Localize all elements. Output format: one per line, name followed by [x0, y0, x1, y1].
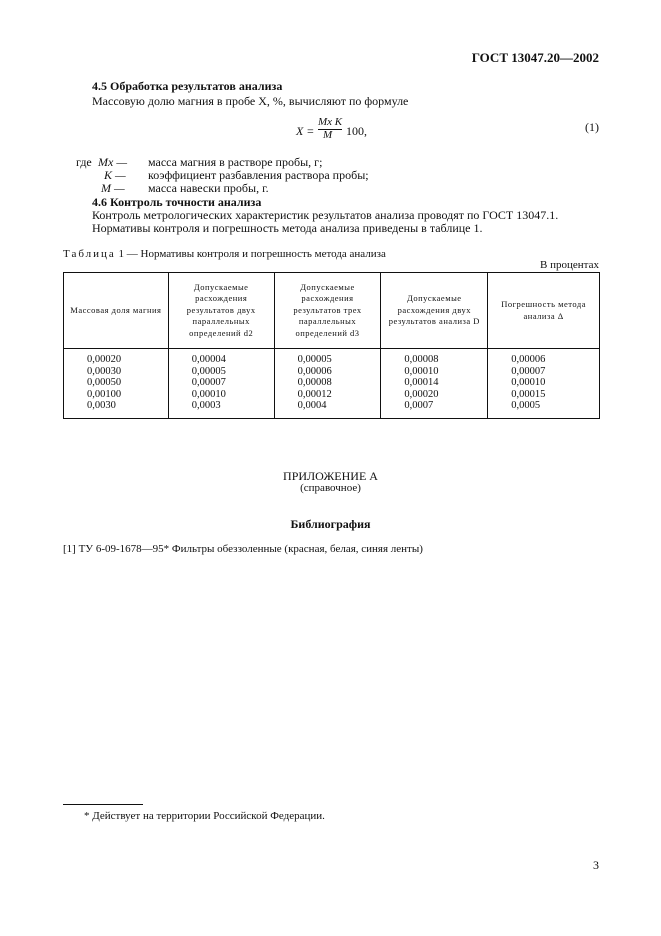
formula-lhs: X — [296, 124, 304, 138]
section-4-6-heading: 4.6 Контроль точности анализа — [92, 195, 262, 209]
table-caption-word: Таблица — [63, 248, 116, 260]
footnote-separator — [63, 804, 143, 805]
col-header-d2: Допускаемые расхождения результатов двух параллельных определений d2 — [168, 273, 274, 349]
formula-numerator: Mx K — [318, 116, 343, 128]
definition-text: масса магния в растворе пробы, г; — [148, 155, 323, 169]
col-header-d3: Допускаемые расхождения результатов трех параллельных определений d3 — [274, 273, 381, 349]
definition-text: масса навески пробы, г. — [148, 181, 269, 195]
formula-rest: 100, — [346, 124, 367, 138]
appendix-subtitle: (справочное) — [300, 482, 361, 494]
col-header-delta: Погрешность метода анализа Δ — [488, 273, 600, 349]
section-4-5-heading: 4.5 Обработка результатов анализа — [92, 79, 283, 93]
col-header-D: Допускаемые расхождения двух результатов анализа D — [381, 273, 488, 349]
table-cell-column: 0,00005 0,00006 0,00008 0,00012 0,0004 — [274, 349, 381, 419]
section-4-5-text: Массовую долю магния в пробе X, %, вычисляют по формуле — [92, 94, 409, 108]
table-cell-column: 0,00006 0,00007 0,00010 0,00015 0,0005 — [488, 349, 600, 419]
table-header-row — [64, 273, 600, 349]
document-code: ГОСТ 13047.20—2002 — [471, 50, 599, 65]
norms-table — [63, 272, 600, 419]
page-number: 3 — [593, 858, 599, 872]
table-cell-column: 0,00008 0,00010 0,00014 0,00020 0,0007 — [381, 349, 488, 419]
formula-1 — [296, 116, 416, 146]
definition-text: коэффициент разбавления раствора пробы; — [148, 168, 369, 182]
section-4-6-line1: Контроль метрологических характеристик результатов анализа проводят по ГОСТ 13047.1. — [92, 208, 559, 222]
formula-equals: = — [307, 124, 314, 138]
table-cell-column: 0,00020 0,00030 0,00050 0,00100 0,0030 — [64, 349, 169, 419]
where-label: где — [76, 155, 92, 169]
formula-number: (1) — [585, 120, 599, 134]
formula-denominator: M — [323, 129, 333, 141]
table-caption-text: 1 — Нормативы контроля и погрешность метода анализа — [115, 248, 386, 260]
bibliography-reference: [1] ТУ 6-09-1678—95* Фильтры обеззоленные (красная, белая, синяя ленты) — [63, 543, 423, 555]
table-row — [64, 349, 600, 419]
bibliography-title: Библиография — [290, 517, 371, 531]
table-cell-column: 0,00004 0,00005 0,00007 0,00010 0,0003 — [168, 349, 274, 419]
col-header-mass-fraction: Массовая доля магния — [64, 273, 169, 349]
footnote: * Действует на территории Российской Федерации. — [84, 810, 325, 822]
section-4-6-line2: Нормативы контроля и погрешность метода анализа приведены в таблице 1. — [92, 221, 483, 235]
table-unit: В процентах — [540, 259, 599, 271]
table-caption — [63, 248, 386, 260]
appendix-title: ПРИЛОЖЕНИЕ А — [283, 469, 378, 483]
